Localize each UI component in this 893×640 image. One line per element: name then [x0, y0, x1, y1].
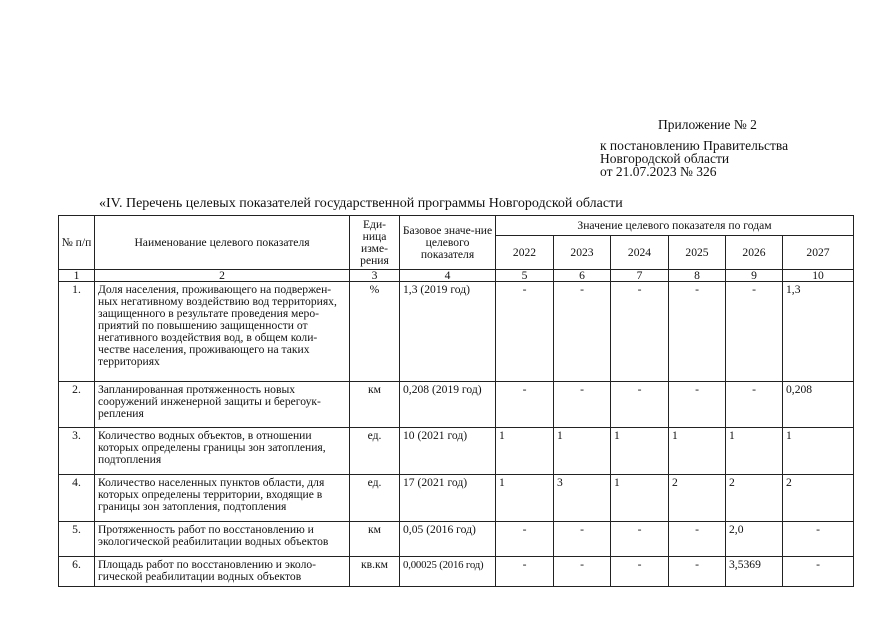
row-base-value: 0,05 (2016 год) — [400, 522, 496, 557]
row-value-2023: - — [554, 522, 611, 557]
row-indicator-name: Запланированная протяженность новых сооружений инженерной защиты и берегоук-репления — [95, 382, 350, 428]
row-base-value: 0,208 (2019 год) — [400, 382, 496, 428]
header-year: 2023 — [554, 236, 611, 270]
row-indicator-name: Количество водных объектов, в отношении которых определены границы зон затопления, подтопления — [95, 428, 350, 475]
row-num: 2. — [59, 382, 95, 428]
header-year: 2022 — [496, 236, 554, 270]
row-value-2026: - — [726, 382, 783, 428]
appendix-date: от 21.07.2023 № 326 — [600, 164, 717, 179]
row-value-2026: 2 — [726, 475, 783, 522]
row-indicator-name: Доля населения, проживающего на подвержен-ных негативному воздействию вод территориях, защищенного в результате проведения меро-приятий по повышению защищенности от негативного воздействия вод, в общем коли-честве населения, проживающего на таких территориях — [95, 282, 350, 382]
row-value-2025: 1 — [669, 428, 726, 475]
row-value-2023: 3 — [554, 475, 611, 522]
appendix-region: Новгородской области — [600, 151, 730, 166]
header-year: 2027 — [783, 236, 854, 270]
header-num: № п/п — [59, 216, 95, 270]
row-unit: % — [350, 282, 400, 382]
appendix-header — [600, 118, 860, 178]
row-value-2025: - — [669, 557, 726, 587]
appendix-number: Приложение № 2 — [658, 117, 757, 132]
document-title: «IV. Перечень целевых показателей государственной программы Новгородской области — [99, 196, 623, 211]
column-number: 3 — [350, 270, 400, 282]
row-unit: км — [350, 522, 400, 557]
row-value-2027: - — [783, 557, 854, 587]
row-num: 4. — [59, 475, 95, 522]
column-number: 9 — [726, 270, 783, 282]
row-value-2023: - — [554, 282, 611, 382]
row-indicator-name: Площадь работ по восстановлению и эколо-гической реабилитации водных объектов — [95, 557, 350, 587]
column-number: 6 — [554, 270, 611, 282]
row-value-2027: 1,3 — [783, 282, 854, 382]
row-unit: км — [350, 382, 400, 428]
row-value-2023: - — [554, 382, 611, 428]
table-row — [59, 382, 854, 428]
row-base-value: 1,3 (2019 год) — [400, 282, 496, 382]
indicators-table — [58, 215, 854, 587]
table-row — [59, 428, 854, 475]
row-value-2026: - — [726, 282, 783, 382]
row-value-2022: - — [496, 522, 554, 557]
row-value-2023: 1 — [554, 428, 611, 475]
row-base-value: 17 (2021 год) — [400, 475, 496, 522]
row-unit: кв.км — [350, 557, 400, 587]
header-year: 2025 — [669, 236, 726, 270]
row-value-2025: - — [669, 282, 726, 382]
row-value-2027: - — [783, 522, 854, 557]
header-values-group: Значение целевого показателя по годам — [496, 216, 854, 236]
row-value-2026: 1 — [726, 428, 783, 475]
row-unit: ед. — [350, 475, 400, 522]
column-number: 5 — [496, 270, 554, 282]
row-value-2024: - — [611, 522, 669, 557]
column-number: 10 — [783, 270, 854, 282]
row-unit: ед. — [350, 428, 400, 475]
row-value-2024: - — [611, 382, 669, 428]
row-value-2026: 3,5369 — [726, 557, 783, 587]
row-value-2025: - — [669, 382, 726, 428]
header-base: Базовое значе-ние целевого показателя — [400, 216, 496, 270]
row-value-2027: 0,208 — [783, 382, 854, 428]
row-value-2022: 1 — [496, 428, 554, 475]
row-value-2024: 1 — [611, 475, 669, 522]
row-num: 5. — [59, 522, 95, 557]
row-value-2024: - — [611, 282, 669, 382]
column-number: 7 — [611, 270, 669, 282]
column-number: 2 — [95, 270, 350, 282]
row-value-2025: 2 — [669, 475, 726, 522]
row-num: 3. — [59, 428, 95, 475]
row-value-2027: 1 — [783, 428, 854, 475]
header-year: 2026 — [726, 236, 783, 270]
row-value-2022: 1 — [496, 475, 554, 522]
row-value-2022: - — [496, 382, 554, 428]
row-indicator-name: Протяженность работ по восстановлению и экологической реабилитации водных объектов — [95, 522, 350, 557]
row-value-2024: 1 — [611, 428, 669, 475]
table-row — [59, 557, 854, 587]
row-num: 6. — [59, 557, 95, 587]
row-indicator-name: Количество населенных пунктов области, для которых определены территории, входящие в границы зон затопления, подтопления — [95, 475, 350, 522]
table-row — [59, 475, 854, 522]
column-number: 8 — [669, 270, 726, 282]
row-num: 1. — [59, 282, 95, 382]
appendix-resolution: к постановлению Правительства — [600, 138, 789, 153]
header-year: 2024 — [611, 236, 669, 270]
column-number: 1 — [59, 270, 95, 282]
row-base-value: 10 (2021 год) — [400, 428, 496, 475]
row-base-value: 0,00025 (2016 год) — [400, 557, 496, 587]
row-value-2023: - — [554, 557, 611, 587]
header-name: Наименование целевого показателя — [95, 216, 350, 270]
row-value-2022: - — [496, 557, 554, 587]
table-row — [59, 282, 854, 382]
row-value-2022: - — [496, 282, 554, 382]
row-value-2025: - — [669, 522, 726, 557]
column-number: 4 — [400, 270, 496, 282]
table-row — [59, 522, 854, 557]
row-value-2024: - — [611, 557, 669, 587]
row-value-2026: 2,0 — [726, 522, 783, 557]
header-unit: Еди-ница изме-рения — [350, 216, 400, 270]
row-value-2027: 2 — [783, 475, 854, 522]
